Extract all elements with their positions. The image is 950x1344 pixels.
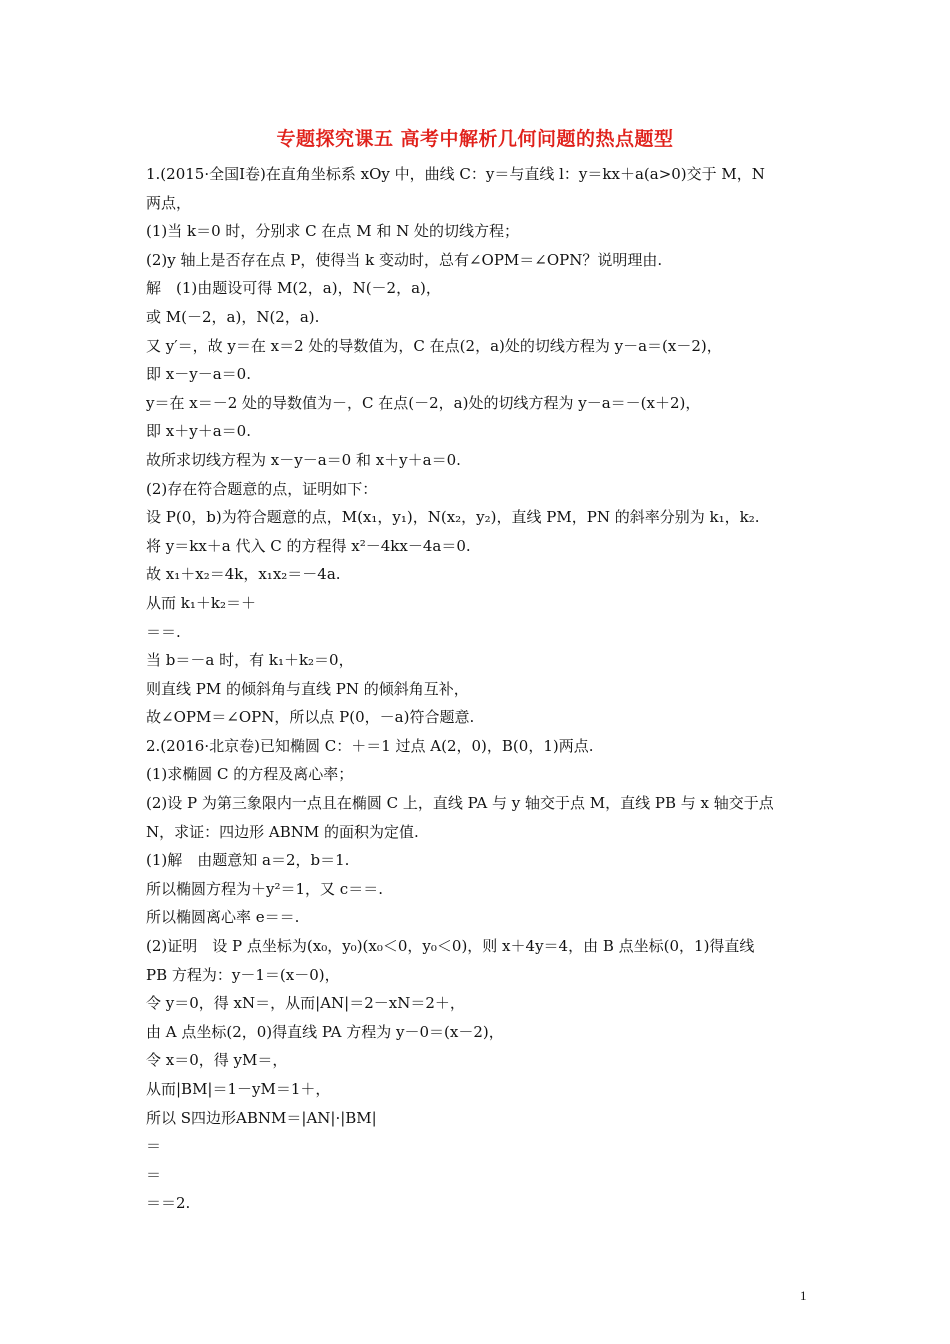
text-line: 即 x－y－a＝0.: [146, 365, 251, 384]
text-line: 1.(2015·全国Ⅰ卷)在直角坐标系 xOy 中，曲线 C：y＝与直线 l：y＝kx＋a(a>0)交于 M，N: [146, 165, 765, 183]
text-line: (1)求椭圆 C 的方程及离心率；: [146, 765, 354, 784]
text-line: (2)存在符合题意的点，证明如下：: [146, 479, 378, 498]
text-line: 令 y＝0，得 xN＝，从而|AN|＝2－xN＝2＋，: [146, 994, 465, 1013]
text-line: N，求证：四边形 ABNM 的面积为定值.: [146, 822, 419, 841]
page-number: 1: [800, 1288, 807, 1303]
text-line: (1)解 由题意知 a＝2，b＝1.: [146, 851, 350, 870]
text-line: 两点，: [146, 193, 192, 212]
text-line: 当 b＝－a 时，有 k₁＋k₂＝0，: [146, 651, 354, 670]
text-line: 所以 S四边形ABNM＝|AN|·|BM|: [146, 1108, 377, 1127]
text-line: 令 x＝0，得 yM＝，: [146, 1051, 288, 1070]
text-line: 从而|BM|＝1－yM＝1＋，: [146, 1080, 331, 1098]
text-line: (1)当 k＝0 时，分别求 C 在点 M 和 N 处的切线方程；: [146, 222, 519, 241]
text-line: 所以椭圆方程为＋y²＝1，又 c＝＝.: [146, 879, 383, 898]
text-line: 2.(2016·北京卷)已知椭圆 C：＋＝1 过点 A(2，0)，B(0，1)两点.: [146, 736, 594, 755]
text-line: PB 方程为：y－1＝(x－0)，: [146, 965, 340, 984]
text-line: 设 P(0，b)为符合题意的点，M(x₁，y₁)，N(x₂，y₂)，直线 PM，PN 的斜率分别为 k₁，k₂.: [146, 508, 760, 527]
text-line: ＝: [146, 1165, 162, 1184]
text-line: (2)证明 设 P 点坐标为(x₀，y₀)(x₀＜0，y₀＜0)，则 x＋4y＝4，由 B 点坐标(0，1)得直线: [146, 937, 755, 956]
text-line: ＝＝2.: [146, 1194, 191, 1213]
text-line: 由 A 点坐标(2，0)得直线 PA 方程为 y－0＝(x－2)，: [146, 1022, 504, 1041]
text-line: ＝＝.: [146, 622, 181, 641]
text-line: 所以椭圆离心率 e＝＝.: [146, 908, 300, 927]
text-line: 将 y＝kx＋a 代入 C 的方程得 x²－4kx－4a＝0.: [146, 536, 471, 555]
text-line: 故 x₁＋x₂＝4k，x₁x₂＝－4a.: [146, 565, 341, 584]
text-line: (2)y 轴上是否存在点 P，使得当 k 变动时，总有∠OPM＝∠OPN？说明理由.: [146, 250, 663, 269]
text-line: 从而 k₁＋k₂＝＋: [146, 593, 256, 612]
text-line: 故∠OPM＝∠OPN，所以点 P(0，－a)符合题意.: [146, 708, 475, 727]
text-line: 则直线 PM 的倾斜角与直线 PN 的倾斜角互补，: [146, 679, 469, 698]
document-body: [146, 160, 816, 1218]
text-line: 故所求切线方程为 x－y－a＝0 和 x＋y＋a＝0.: [146, 450, 461, 469]
text-line: ＝: [146, 1137, 162, 1156]
text-line: 即 x＋y＋a＝0.: [146, 422, 251, 441]
text-line: 解 (1)由题设可得 M(2，a)，N(－2，a)，: [146, 279, 441, 298]
text-line: y＝在 x＝－2 处的导数值为－，C 在点(－2，a)处的切线方程为 y－a＝－(x＋2)，: [146, 393, 701, 412]
text-line: 或 M(－2，a)，N(2，a).: [146, 307, 320, 326]
text-line: 又 y′＝，故 y＝在 x＝2 处的导数值为，C 在点(2，a)处的切线方程为 y－a＝(x－2)，: [146, 336, 722, 355]
page-title: 专题探究课五 高考中解析几何问题的热点题型: [276, 128, 674, 150]
text-line: (2)设 P 为第三象限内一点且在椭圆 C 上，直线 PA 与 y 轴交于点 M，直线 PB 与 x 轴交于点: [146, 794, 774, 813]
